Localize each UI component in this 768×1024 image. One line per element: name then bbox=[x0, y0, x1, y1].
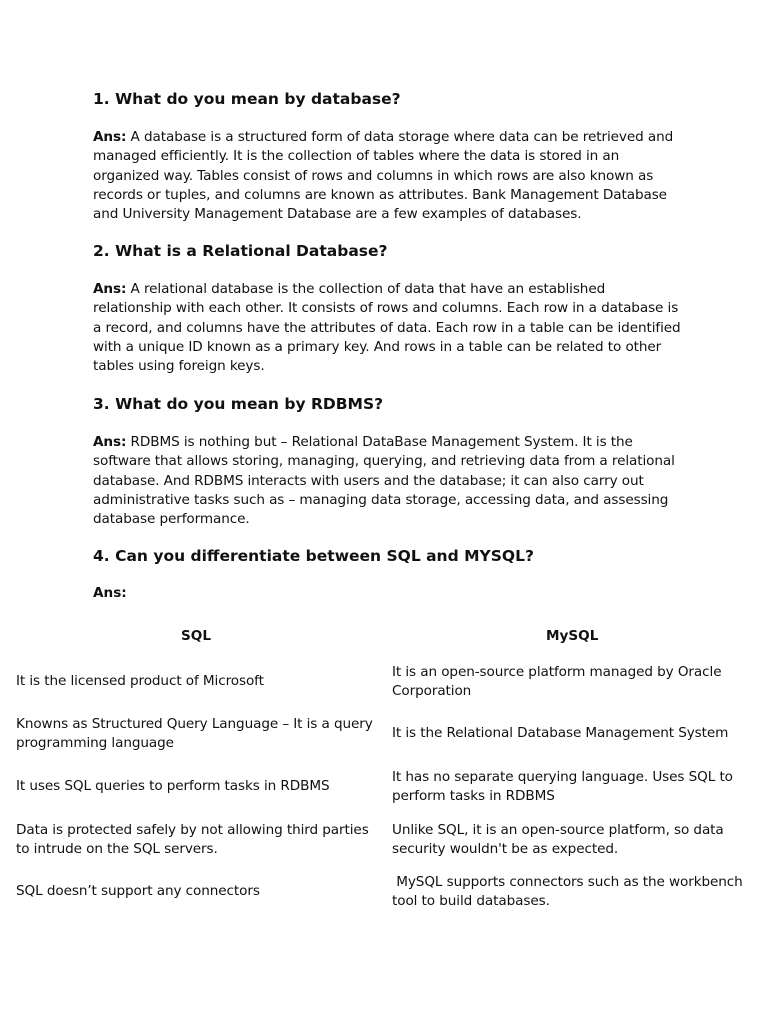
answer-label: Ans: bbox=[93, 585, 127, 601]
table-row bbox=[0, 820, 768, 860]
answer-paragraph bbox=[93, 109, 683, 224]
qa-block-3 bbox=[93, 394, 683, 529]
answer-label: Ans: bbox=[93, 281, 127, 297]
table-cell-mysql: It is an open-source platform managed by Oracle Corporation bbox=[392, 663, 722, 699]
question-heading: 1. What do you mean by database? bbox=[93, 90, 401, 108]
table-row bbox=[0, 714, 768, 754]
table-header-sql: SQL bbox=[181, 628, 212, 644]
table-cell-mysql: It has no separate querying language. Uses SQL to perform tasks in RDBMS bbox=[392, 768, 733, 804]
question-heading: 4. Can you differentiate between SQL and MYSQL? bbox=[93, 547, 534, 565]
answer-paragraph bbox=[93, 414, 683, 529]
table-cell-sql: It uses SQL queries to perform tasks in RDBMS bbox=[16, 778, 330, 795]
question-heading: 2. What is a Relational Database? bbox=[93, 242, 388, 260]
answer-label: Ans: bbox=[93, 129, 127, 145]
answer-text: A database is a structured form of data storage where data can be retrieved and managed efficiently. It is the collection of tables where the data is stored in an organized way. Tables consist of rows and columns in which rows are also known as records or tuples, and columns are known as attributes. Bank Management Database and University Management Database are a few examples of databases. bbox=[93, 129, 674, 223]
qa-block-4 bbox=[93, 546, 683, 566]
answer-text: RDBMS is nothing but – Relational DataBase Management System. It is the software that allows storing, managing, querying, and retrieving data from a relational database. And RDBMS interacts with users and the database; it can also carry out administrative tasks such as – managing data storage, accessing data, and assessing database performance. bbox=[93, 434, 675, 528]
table-cell-sql: Knowns as Structured Query Language – It is a query programming language bbox=[16, 715, 373, 751]
table-cell-mysql: It is the Relational Database Management System bbox=[392, 725, 729, 742]
question-heading: 3. What do you mean by RDBMS? bbox=[93, 395, 384, 413]
table-cell-sql: SQL doesn’t support any connectors bbox=[16, 883, 260, 900]
table-header-mysql: MySQL bbox=[546, 628, 599, 644]
answer-text: A relational database is the collection of data that have an established relationship with each other. It consists of rows and columns. Each row in a database is a record, and columns have the attributes of data. Each row in a table can be identified with a unique ID known as a primary key. And rows in a table can be related to other tables using foreign keys. bbox=[93, 281, 681, 375]
table-cell-mysql: MySQL supports connectors such as the workbench tool to build databases. bbox=[392, 873, 747, 909]
qa-block-1 bbox=[93, 89, 683, 224]
answer-paragraph bbox=[93, 261, 683, 376]
table-cell-sql: It is the licensed product of Microsoft bbox=[16, 673, 264, 690]
table-row bbox=[0, 872, 768, 912]
table-row bbox=[0, 662, 768, 702]
table-cell-mysql: Unlike SQL, it is an open-source platform, so data security wouldn't be as expected. bbox=[392, 821, 724, 857]
answer-label: Ans: bbox=[93, 434, 127, 450]
qa-block-2 bbox=[93, 241, 683, 376]
table-cell-sql: Data is protected safely by not allowing third parties to intrude on the SQL servers. bbox=[16, 821, 369, 857]
table-row bbox=[0, 767, 768, 807]
